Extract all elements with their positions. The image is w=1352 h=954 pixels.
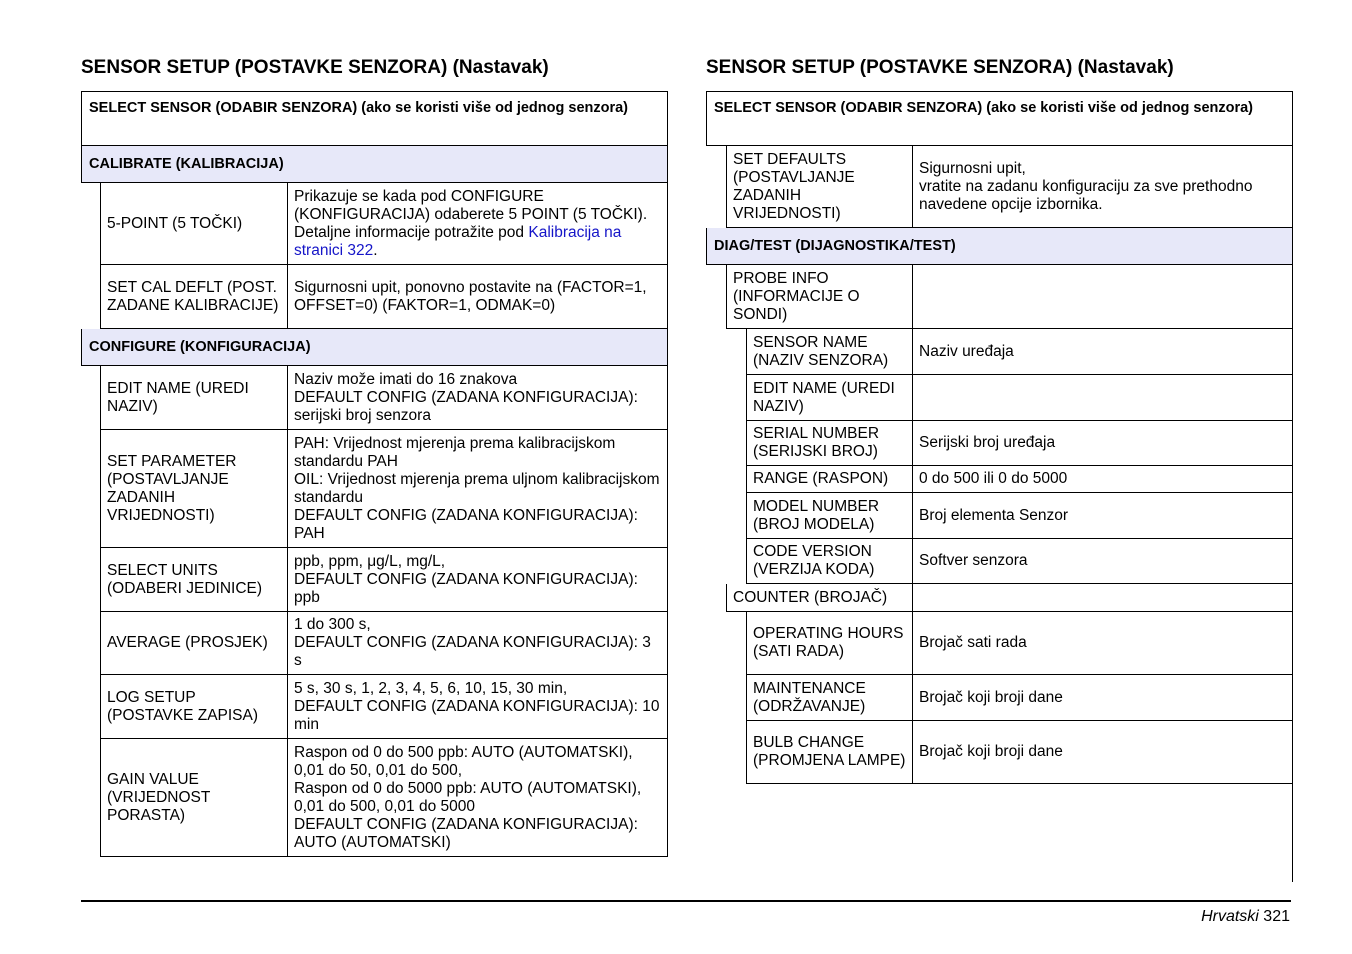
- calibration-page-link[interactable]: Kalibracija na stranici 322: [294, 223, 622, 259]
- table-row: [100, 430, 668, 548]
- menu-option-name: MODEL NUMBER (BROJ MODELA): [746, 493, 913, 538]
- menu-option-description: Sigurnosni upit, ponovno postavite na (FACTOR=1, OFFSET=0) (FAKTOR=1, ODMAK=0): [288, 265, 668, 328]
- menu-option-description: 5 s, 30 s, 1, 2, 3, 4, 5, 6, 10, 15, 30 min, DEFAULT CONFIG (ZADANA KONFIGURACIJA): 10 min: [288, 675, 668, 738]
- menu-option-name: SET PARAMETER (POSTAVLJANJE ZADANIH VRIJEDNOSTI): [100, 430, 288, 547]
- table-row: [746, 493, 1293, 539]
- footer-language: Hrvatski: [1201, 908, 1259, 925]
- menu-option-description: Naziv može imati do 16 znakova DEFAULT CONFIG (ZADANA KONFIGURACIJA): serijski broj senzora: [288, 366, 668, 429]
- menu-option-name: SET CAL DEFLT (POST. ZADANE KALIBRACIJE): [100, 265, 288, 328]
- menu-option-description: [913, 584, 1293, 611]
- table-row: [746, 466, 1293, 493]
- left-menu-table: [81, 91, 668, 857]
- table-row: [746, 421, 1293, 466]
- table-row: [726, 584, 1293, 612]
- menu-option-description: Brojač sati rada: [913, 612, 1293, 674]
- menu-option-name: SERIAL NUMBER (SERIJSKI BROJ): [746, 421, 913, 465]
- table-row: [746, 675, 1293, 721]
- menu-option-name: AVERAGE (PROSJEK): [100, 612, 288, 674]
- menu-option-description: Serijski broj uređaja: [913, 421, 1293, 465]
- menu-option-description: Softver senzora: [913, 539, 1293, 583]
- menu-option-name: BULB CHANGE (PROMJENA LAMPE): [746, 721, 913, 783]
- right-menu-table: [706, 91, 1293, 882]
- menu-option-description: Raspon od 0 do 500 ppb: AUTO (AUTOMATSKI), 0,01 do 50, 0,01 do 500, Raspon od 0 do 5000 ppb: AUTO (AUTOMATSKI), 0,01 do 500, 0,01 do 5000 DEFAULT CONFIG (ZADANA KONFIGURACIJA): AUTO (AUTOMATSKI): [288, 739, 668, 856]
- menu-option-name: RANGE (RASPON): [746, 466, 913, 492]
- menu-option-name: SET DEFAULTS (POSTAVLJANJE ZADANIH VRIJEDNOSTI): [726, 146, 913, 227]
- table-row: [746, 375, 1293, 421]
- table-row: [100, 265, 668, 329]
- menu-option-description: Brojač koji broji dane: [913, 675, 1293, 720]
- menu-option-name: SENSOR NAME (NAZIV SENZORA): [746, 329, 913, 374]
- table-row: [100, 548, 668, 612]
- menu-option-description: [913, 265, 1293, 328]
- menu-option-name: CODE VERSION (VERZIJA KODA): [746, 539, 913, 583]
- menu-option-description: [913, 375, 1293, 420]
- page-footer: [1201, 908, 1290, 926]
- menu-option-description: Broj elementa Senzor: [913, 493, 1293, 538]
- diag-test-section-header: DIAG/TEST (DIJAGNOSTIKA/TEST): [706, 228, 1293, 265]
- description-text-start: Prikazuje se kada pod CONFIGURE (KONFIGURACIJA) odaberete 5 POINT (5 TOČKI). Detaljne informacije potražite pod: [294, 187, 648, 241]
- menu-option-name: OPERATING HOURS (SATI RADA): [746, 612, 913, 674]
- table-row: [726, 265, 1293, 329]
- footer-divider: [81, 900, 1291, 902]
- description-text: [294, 188, 661, 260]
- menu-option-name: SELECT UNITS (ODABERI JEDINICE): [100, 548, 288, 611]
- table-row: [746, 539, 1293, 584]
- select-sensor-header: SELECT SENSOR (ODABIR SENZORA) (ako se koristi više od jednog senzora): [81, 91, 668, 146]
- menu-option-description: 1 do 300 s, DEFAULT CONFIG (ZADANA KONFIGURACIJA): 3 s: [288, 612, 668, 674]
- left-page-heading: SENSOR SETUP (POSTAVKE SENZORA) (Nastavak): [81, 57, 549, 78]
- menu-option-description: [288, 183, 668, 264]
- menu-option-description: Sigurnosni upit, vratite na zadanu konfiguraciju za sve prethodno navedene opcije izbornika.: [913, 146, 1293, 227]
- menu-option-name: PROBE INFO (INFORMACIJE O SONDI): [726, 265, 913, 328]
- table-bottom-space: [746, 784, 1293, 882]
- menu-option-name: MAINTENANCE (ODRŽAVANJE): [746, 675, 913, 720]
- table-row: [746, 329, 1293, 375]
- menu-option-name: EDIT NAME (UREDI NAZIV): [100, 366, 288, 429]
- calibrate-section-header: CALIBRATE (KALIBRACIJA): [81, 146, 668, 183]
- page-number: 321: [1263, 908, 1290, 925]
- menu-option-name: COUNTER (BROJAČ): [726, 584, 913, 611]
- table-row: [100, 739, 668, 857]
- description-text-end: .: [373, 241, 378, 259]
- menu-option-name: LOG SETUP (POSTAVKE ZAPISA): [100, 675, 288, 738]
- right-page-heading: SENSOR SETUP (POSTAVKE SENZORA) (Nastavak): [706, 57, 1174, 78]
- menu-option-name: 5-POINT (5 TOČKI): [100, 183, 288, 264]
- table-row: [746, 612, 1293, 675]
- menu-option-description: PAH: Vrijednost mjerenja prema kalibracijskom standardu PAH OIL: Vrijednost mjerenja prema uljnom kalibracijskom standardu DEFAULT CONFIG (ZADANA KONFIGURACIJA): PAH: [288, 430, 668, 547]
- select-sensor-header: SELECT SENSOR (ODABIR SENZORA) (ako se koristi više od jednog senzora): [706, 91, 1293, 146]
- menu-option-name: GAIN VALUE (VRIJEDNOST PORASTA): [100, 739, 288, 856]
- table-row: [726, 146, 1293, 228]
- menu-option-name: EDIT NAME (UREDI NAZIV): [746, 375, 913, 420]
- menu-option-description: 0 do 500 ili 0 do 5000: [913, 466, 1293, 492]
- table-row: [100, 612, 668, 675]
- menu-option-description: Brojač koji broji dane: [913, 721, 1293, 783]
- menu-option-description: Naziv uređaja: [913, 329, 1293, 374]
- table-row: [100, 183, 668, 265]
- table-row: [100, 675, 668, 739]
- configure-section-header: CONFIGURE (KONFIGURACIJA): [81, 329, 668, 366]
- menu-option-description: ppb, ppm, μg/L, mg/L, DEFAULT CONFIG (ZADANA KONFIGURACIJA): ppb: [288, 548, 668, 611]
- table-row: [100, 366, 668, 430]
- table-row: [746, 721, 1293, 784]
